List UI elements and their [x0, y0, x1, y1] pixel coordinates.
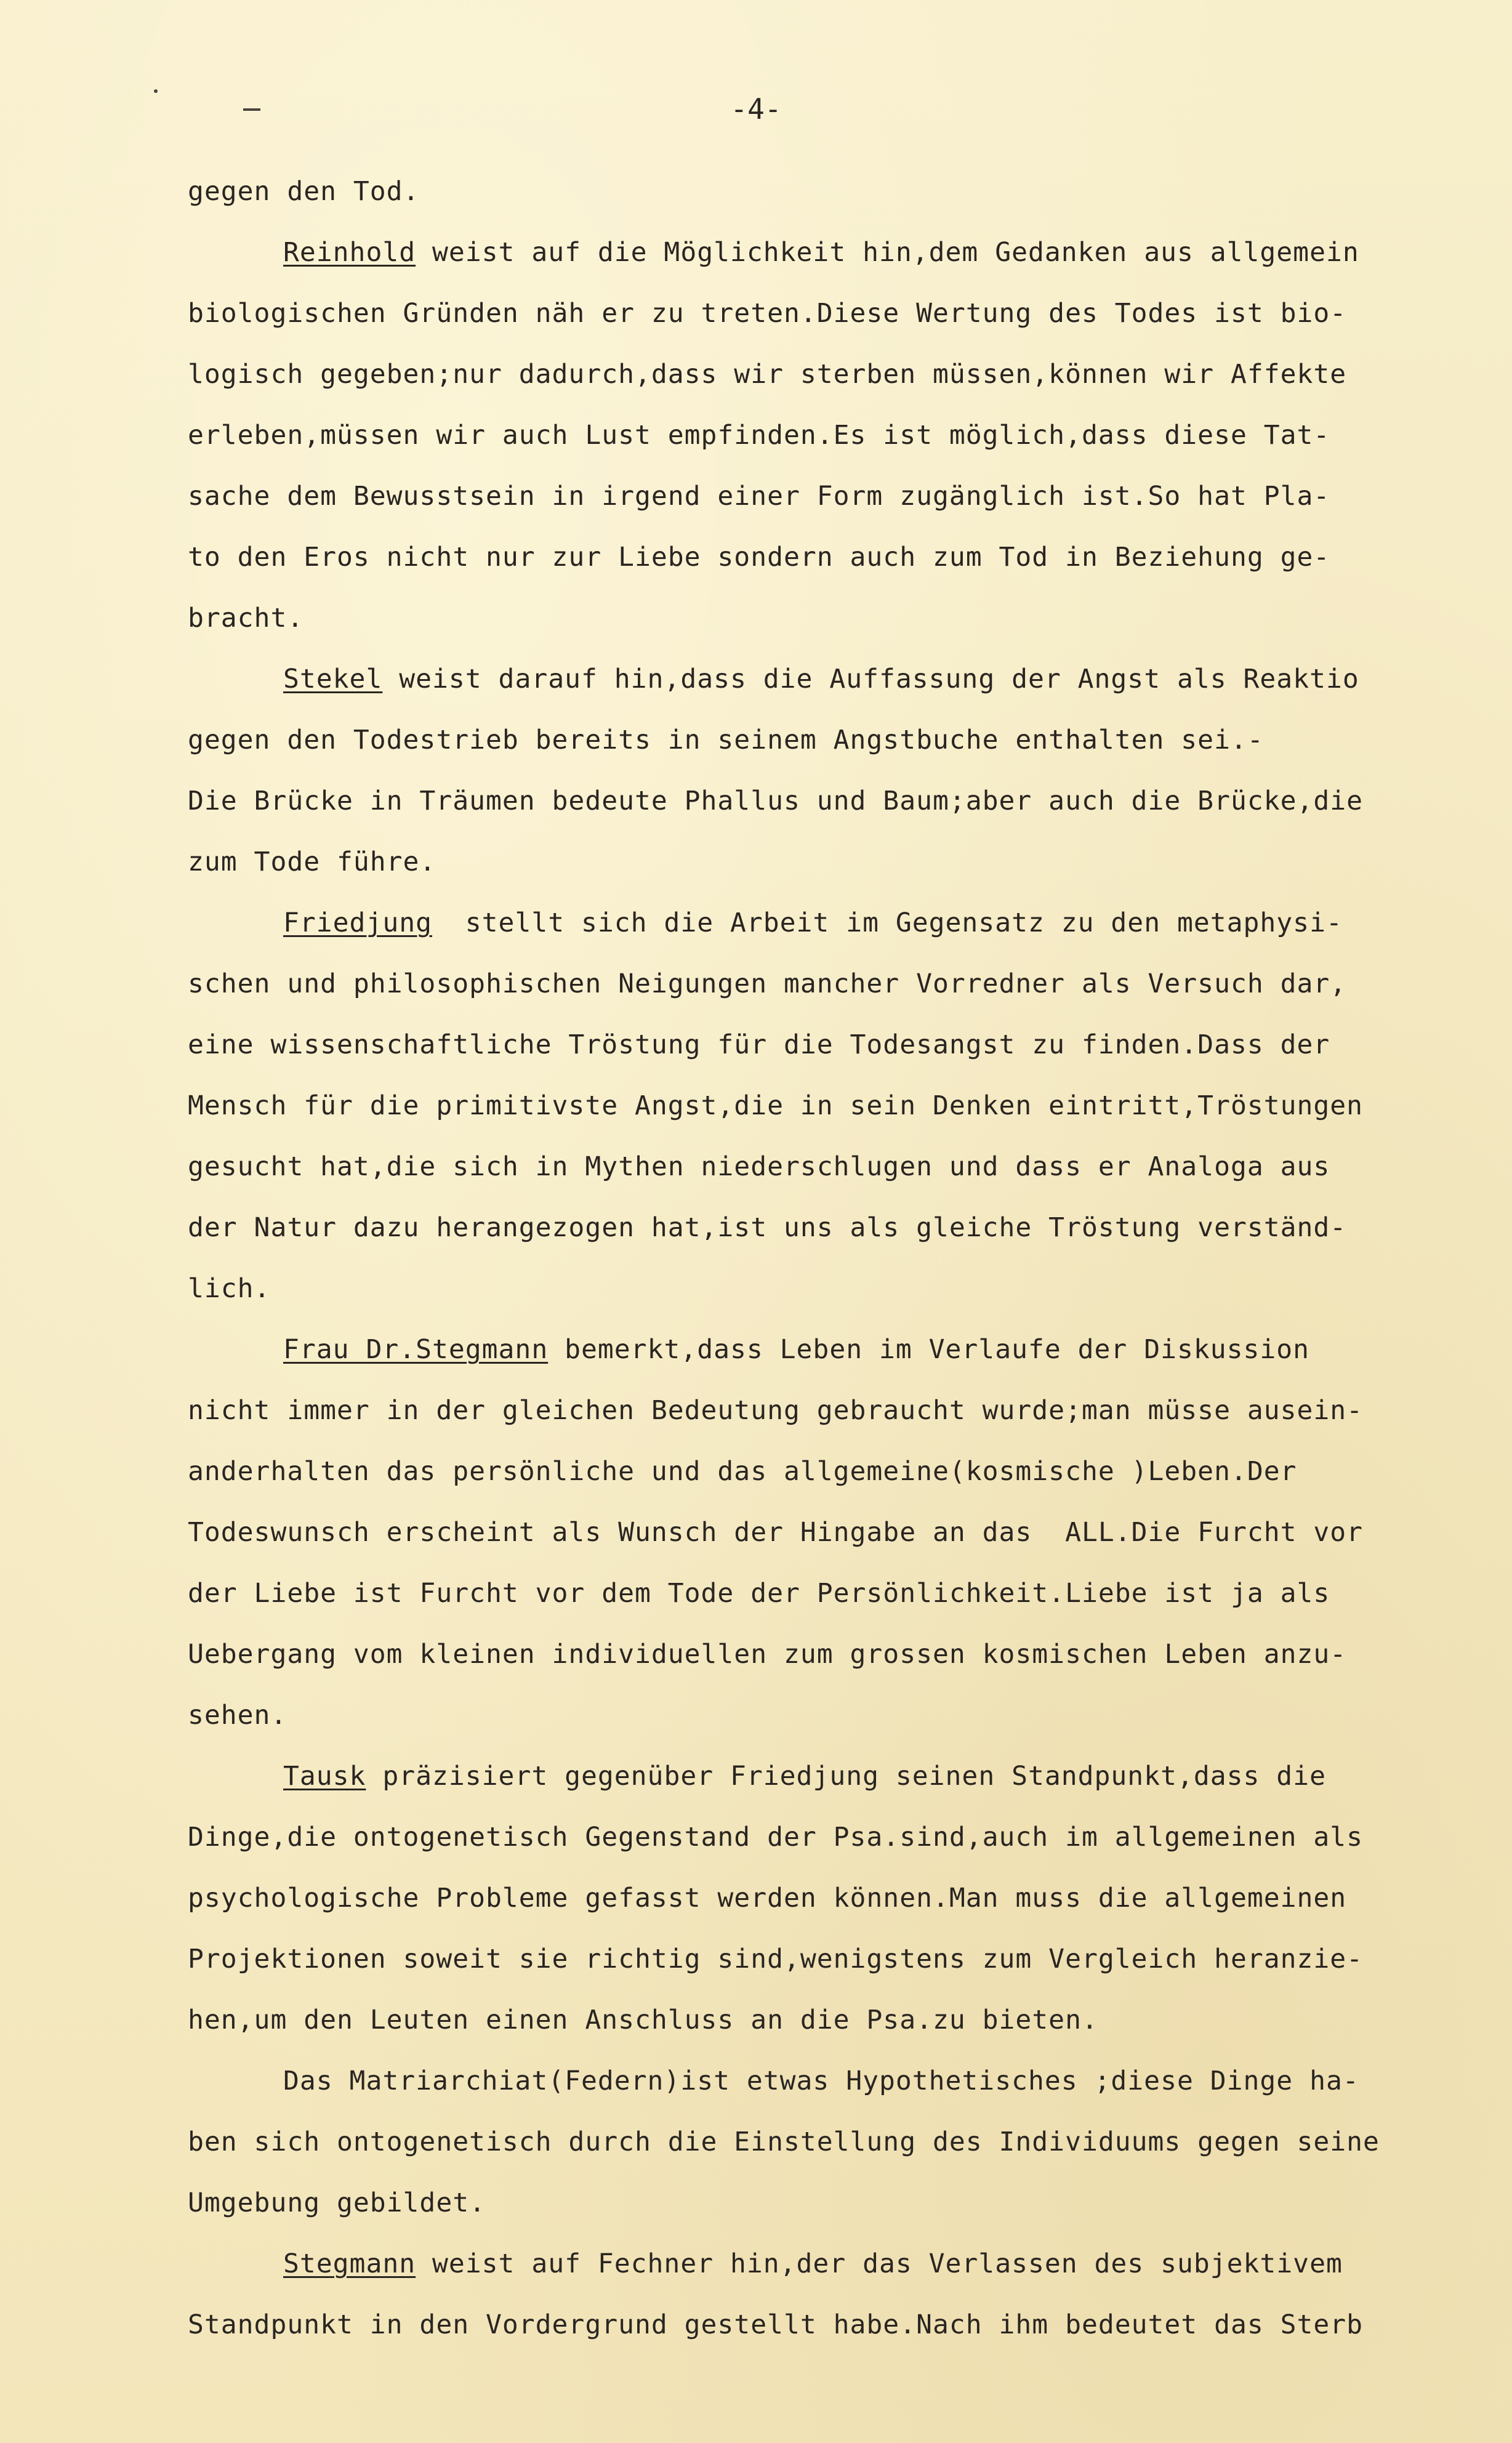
text-line [188, 1258, 1493, 1319]
text-line [188, 1015, 1493, 1076]
line-text: stellt sich die Arbeit im Gegensatz zu den metaphysi- [432, 908, 1343, 938]
line-text: gegen den Tod. [188, 176, 420, 207]
line-text: Projektionen soweit sie richtig sind,wenigstens zum Vergleich heranzie- [188, 1944, 1364, 1974]
text-line [188, 344, 1493, 405]
text-line [188, 1563, 1493, 1624]
line-text: sache dem Bewusstsein in irgend einer Form zugänglich ist.So hat Pla- [188, 481, 1330, 512]
text-line [188, 588, 1493, 649]
line-text: sehen. [188, 1700, 288, 1731]
speaker-name: Stegmann [283, 2248, 416, 2279]
speaker-name: Friedjung [283, 908, 432, 938]
line-text: gegen den Todestrieb bereits in seinem Angstbuche enthalten sei.- [188, 725, 1264, 755]
text-line [188, 161, 1493, 222]
speaker-name: Tausk [283, 1761, 366, 1792]
text-line [188, 1502, 1493, 1563]
line-text: to den Eros nicht nur zur Liebe sondern auch zum Tod in Beziehung ge- [188, 542, 1330, 573]
line-text: Umgebung gebildet. [188, 2187, 486, 2218]
text-line [188, 2112, 1493, 2173]
text-line [188, 1076, 1493, 1137]
text-line [188, 1685, 1493, 1746]
text-line [188, 1746, 1493, 1807]
text-line [188, 893, 1493, 954]
line-text: Das Matriarchiat(Federn)ist etwas Hypothetisches ;diese Dinge ha- [283, 2066, 1359, 2096]
line-text: der Liebe ist Furcht vor dem Tode der Persönlichkeit.Liebe ist ja als [188, 1578, 1330, 1609]
line-text: hen,um den Leuten einen Anschluss an die Psa.zu bieten. [188, 2005, 1098, 2035]
text-line [188, 710, 1493, 771]
line-text: zum Tode führe. [188, 847, 436, 877]
line-text: weist auf die Möglichkeit hin,dem Gedanken aus allgemein [416, 237, 1359, 268]
text-line [188, 1929, 1493, 1990]
line-text: Standpunkt in den Vordergrund gestellt habe.Nach ihm bedeutet das Sterb [188, 2309, 1364, 2340]
line-text: Uebergang vom kleinen individuellen zum grossen kosmischen Leben anzu- [188, 1639, 1347, 1670]
line-text: Mensch für die primitivste Angst,die in sein Denken eintritt,Tröstungen [188, 1090, 1364, 1121]
text-line [188, 1807, 1493, 1868]
line-text: lich. [188, 1273, 271, 1304]
line-text: weist auf Fechner hin,der das Verlassen des subjektivem [416, 2248, 1343, 2279]
line-text: psychologische Probleme gefasst werden können.Man muss die allgemeinen [188, 1883, 1347, 1914]
text-line [188, 1990, 1493, 2051]
text-line [188, 771, 1493, 832]
typewritten-body [188, 161, 1493, 2356]
line-text: ben sich ontogenetisch durch die Einstellung des Individuums gegen seine [188, 2127, 1380, 2157]
text-line [188, 1441, 1493, 1502]
text-line [188, 1624, 1493, 1685]
line-text: bemerkt,dass Leben im Verlaufe der Diskussion [548, 1334, 1310, 1365]
line-text: Dinge,die ontogenetisch Gegenstand der Psa.sind,auch im allgemeinen als [188, 1822, 1364, 1853]
text-line [188, 2295, 1493, 2356]
text-line [188, 2051, 1493, 2112]
line-text: gesucht hat,die sich in Mythen niederschlugen und dass er Analoga aus [188, 1151, 1330, 1182]
page-number: -4- [730, 92, 782, 126]
text-line [188, 1868, 1493, 1929]
text-line [188, 1319, 1493, 1380]
line-text: erleben,müssen wir auch Lust empfinden.Es ist möglich,dass diese Tat- [188, 420, 1330, 451]
line-text: schen und philosophischen Neigungen mancher Vorredner als Versuch dar, [188, 968, 1347, 999]
line-text: Todeswunsch erscheint als Wunsch der Hingabe an das ALL.Die Furcht vor [188, 1517, 1364, 1548]
speaker-name: Stekel [283, 664, 383, 694]
text-line [188, 527, 1493, 588]
text-line [188, 405, 1493, 466]
text-line [188, 954, 1493, 1015]
text-line [188, 466, 1493, 527]
text-line [188, 1380, 1493, 1441]
speaker-name: Reinhold [283, 237, 416, 268]
text-line [188, 1137, 1493, 1197]
text-line [188, 832, 1493, 893]
speaker-name: Frau Dr.Stegmann [283, 1334, 549, 1365]
line-text: der Natur dazu herangezogen hat,ist uns als gleiche Tröstung verständ- [188, 1212, 1347, 1243]
text-line [188, 222, 1493, 283]
line-text: eine wissenschaftliche Tröstung für die Todesangst zu finden.Dass der [188, 1029, 1330, 1060]
line-text: bracht. [188, 603, 304, 634]
line-text: Die Brücke in Träumen bedeute Phallus und Baum;aber auch die Brücke,die [188, 786, 1364, 816]
text-line [188, 2234, 1493, 2295]
text-line [188, 1197, 1493, 1258]
text-line [188, 2173, 1493, 2234]
line-text: logisch gegeben;nur dadurch,dass wir sterben müssen,können wir Affekte [188, 359, 1347, 390]
line-text: präzisiert gegenüber Friedjung seinen Standpunkt,dass die [366, 1761, 1326, 1792]
text-line [188, 649, 1493, 710]
line-text: weist darauf hin,dass die Auffassung der Angst als Reaktio [382, 664, 1359, 694]
line-text: anderhalten das persönliche und das allgemeine(kosmische )Leben.Der [188, 1456, 1297, 1487]
line-text: nicht immer in der gleichen Bedeutung gebraucht wurde;man müsse ausein- [188, 1395, 1364, 1426]
text-line [188, 283, 1493, 344]
line-text: biologischen Gründen näh er zu treten.Diese Wertung des Todes ist bio- [188, 298, 1347, 329]
